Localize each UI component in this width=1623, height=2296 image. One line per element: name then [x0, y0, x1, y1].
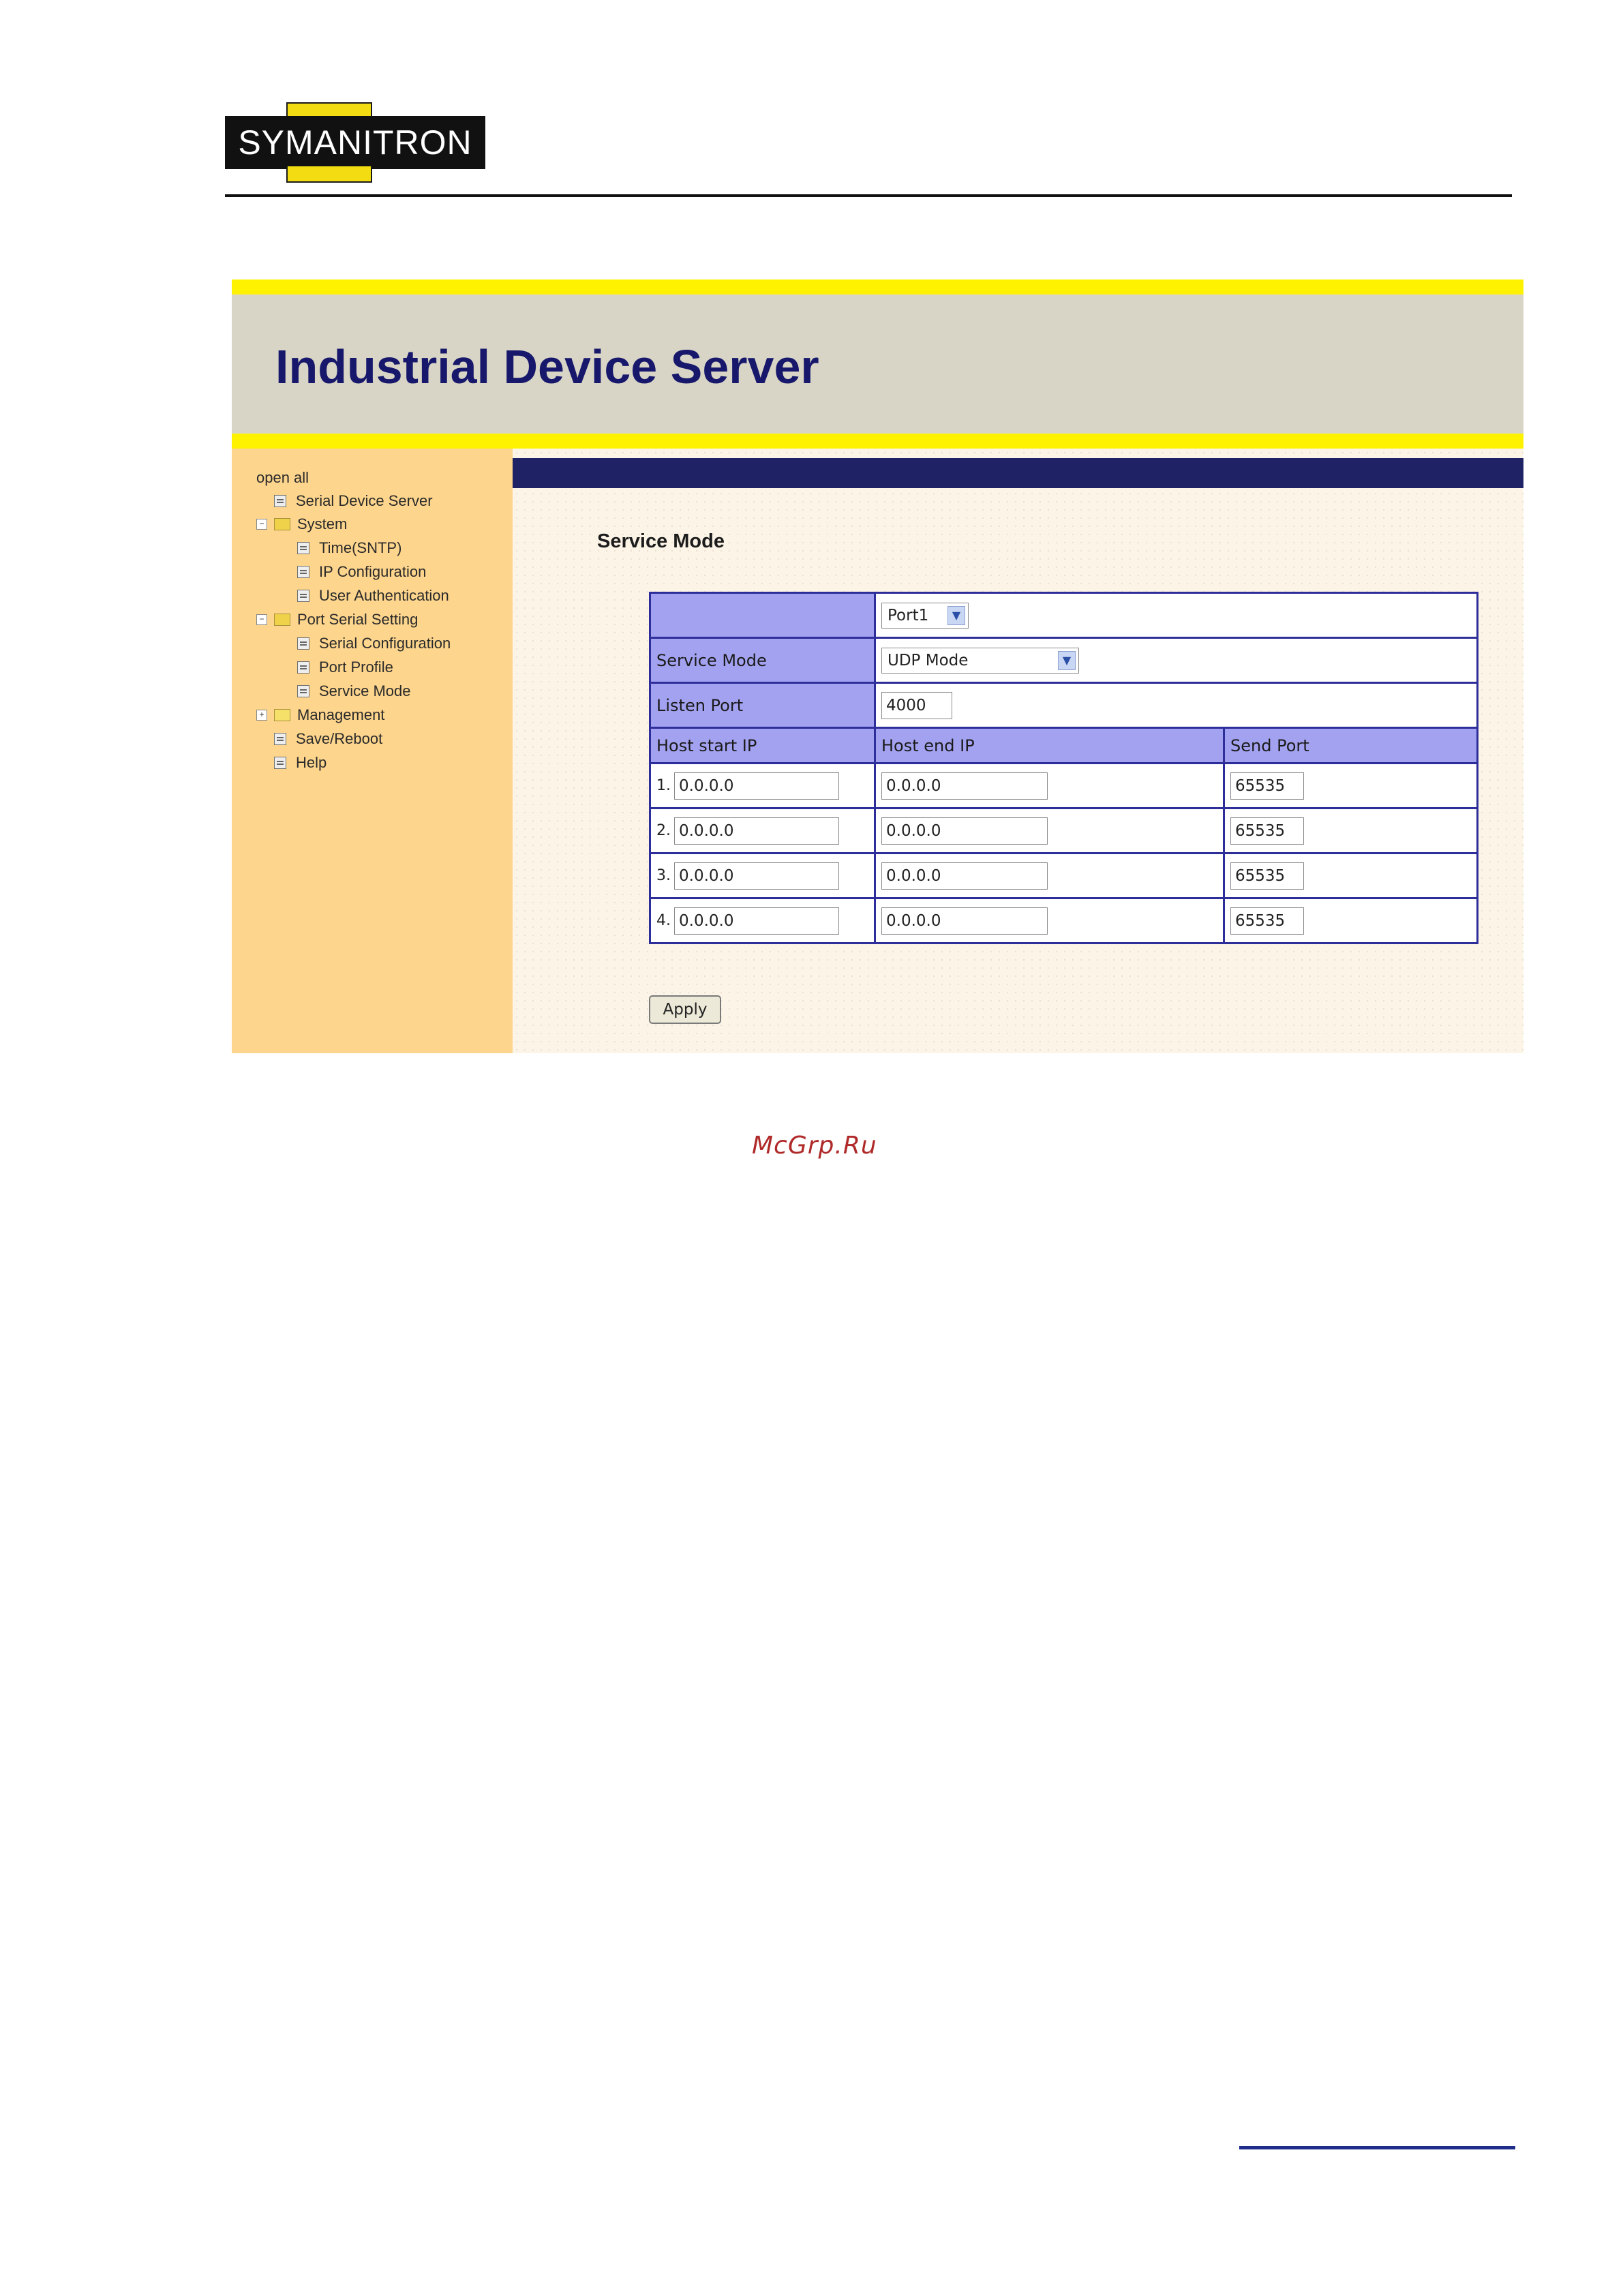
page-icon	[297, 566, 309, 578]
sidebar-item-label: Serial Configuration	[319, 635, 451, 652]
watermark: McGrp.Ru	[752, 1132, 877, 1160]
header-rule	[225, 194, 1512, 197]
port-select-cell	[875, 593, 1478, 638]
port-select[interactable]	[881, 603, 969, 629]
sidebar-item-port-serial-setting[interactable]	[256, 611, 418, 629]
service-mode-select[interactable]	[881, 648, 1079, 674]
folder-open-icon	[274, 518, 290, 530]
table-row	[650, 764, 1478, 809]
send-port-input[interactable]: 65535	[1230, 772, 1304, 800]
listen-port-input[interactable]: 4000	[881, 692, 952, 719]
host-end-cell	[875, 854, 1224, 898]
send-port-cell	[1224, 809, 1478, 854]
host-start-cell	[650, 764, 875, 809]
row-number: 3.	[656, 867, 671, 884]
listen-port-label-cell	[650, 683, 875, 728]
sidebar-item-label: System	[297, 515, 348, 532]
host-start-cell	[650, 898, 875, 943]
page-icon	[297, 685, 309, 697]
footer-rule	[1239, 2146, 1515, 2149]
host-start-ip-input[interactable]: 0.0.0.0	[674, 817, 839, 845]
service-mode-label-cell	[650, 638, 875, 683]
sidebar-tree	[232, 449, 513, 1053]
symanitron-logo	[225, 102, 485, 183]
sidebar-item-management[interactable]	[256, 706, 384, 724]
table-row	[650, 809, 1478, 854]
apply-button[interactable]: Apply	[649, 995, 721, 1024]
sidebar-item-save-reboot[interactable]	[274, 730, 382, 748]
host-start-ip-input[interactable]: 0.0.0.0	[674, 907, 839, 935]
host-end-cell	[875, 764, 1224, 809]
banner-stripe-bottom	[232, 434, 1523, 449]
main-panel	[513, 449, 1523, 1053]
host-start-cell	[650, 854, 875, 898]
folder-icon	[274, 709, 290, 721]
banner-stripe-top	[232, 280, 1523, 294]
send-port-header-label: Send Port	[1230, 736, 1309, 755]
sidebar-item-port-profile[interactable]	[297, 659, 393, 676]
service-mode-form	[649, 592, 1478, 944]
logo-bar-bottom	[286, 166, 372, 183]
send-port-input[interactable]: 65535	[1230, 907, 1304, 935]
sidebar-item-service-mode[interactable]	[297, 682, 411, 700]
sidebar-item-label: Service Mode	[319, 682, 411, 699]
sidebar-item-system[interactable]	[256, 515, 347, 533]
sidebar-item-label: Port Serial Setting	[297, 611, 419, 628]
banner-title: Industrial Device Server	[275, 340, 819, 393]
logo-text: SYMANITRON	[238, 123, 472, 162]
send-port-header	[1224, 728, 1478, 764]
page-icon	[274, 733, 286, 745]
port-select-value: Port1	[888, 606, 929, 624]
table-row	[650, 854, 1478, 898]
send-port-input[interactable]: 65535	[1230, 862, 1304, 890]
service-mode-label: Service Mode	[656, 650, 767, 670]
row-number: 1.	[656, 777, 671, 794]
web-ui-screenshot	[232, 280, 1523, 1053]
service-mode-value-cell	[875, 638, 1478, 683]
sidebar-item-label: Management	[297, 706, 385, 723]
page-icon	[297, 637, 309, 650]
sidebar-item-help[interactable]	[274, 754, 327, 772]
folder-open-icon	[274, 614, 290, 626]
empty-label-cell	[650, 593, 875, 638]
host-end-cell	[875, 898, 1224, 943]
page-icon	[297, 661, 309, 674]
host-end-header-label: Host end IP	[881, 736, 975, 755]
host-end-ip-input[interactable]: 0.0.0.0	[881, 862, 1048, 890]
row-number: 4.	[656, 912, 671, 929]
page-icon	[274, 757, 286, 769]
sidebar-item-label: Help	[296, 754, 327, 771]
host-start-ip-input[interactable]: 0.0.0.0	[674, 772, 839, 800]
host-end-ip-input[interactable]: 0.0.0.0	[881, 817, 1048, 845]
collapse-toggle-icon[interactable]: −	[256, 614, 267, 625]
sidebar-item-label: Time(SNTP)	[319, 539, 402, 556]
chevron-down-icon[interactable]: ▼	[1058, 651, 1076, 670]
sidebar-item-label: Serial Device Server	[296, 492, 433, 509]
service-mode-value: UDP Mode	[888, 651, 969, 669]
sidebar-item-open-all[interactable]	[256, 469, 309, 487]
host-start-header-label: Host start IP	[656, 736, 757, 755]
logo-plate	[225, 116, 485, 169]
host-start-ip-input[interactable]: 0.0.0.0	[674, 862, 839, 890]
listen-port-label: Listen Port	[656, 695, 744, 715]
host-start-cell	[650, 809, 875, 854]
chevron-down-icon[interactable]: ▼	[947, 606, 965, 625]
sidebar-item-label: Port Profile	[319, 659, 393, 676]
sidebar-item-label: IP Configuration	[319, 563, 427, 580]
host-end-ip-input[interactable]: 0.0.0.0	[881, 907, 1048, 935]
collapse-toggle-icon[interactable]: −	[256, 519, 267, 530]
host-end-ip-input[interactable]: 0.0.0.0	[881, 772, 1048, 800]
page-title: Service Mode	[597, 530, 725, 552]
host-start-header	[650, 728, 875, 764]
banner	[232, 280, 1523, 449]
sidebar-item-serial-configuration[interactable]	[297, 635, 451, 652]
listen-port-value-cell	[875, 683, 1478, 728]
page-icon	[297, 542, 309, 554]
navy-header-bar	[513, 458, 1523, 488]
sidebar-item-serial-device-server[interactable]	[274, 492, 433, 510]
host-end-header	[875, 728, 1224, 764]
sidebar-item-label: User Authentication	[319, 587, 449, 604]
row-number: 2.	[656, 822, 671, 839]
sidebar-item-ip-configuration[interactable]	[297, 563, 426, 581]
sidebar-item-user-authentication[interactable]	[297, 587, 449, 605]
table-row	[650, 898, 1478, 943]
page-icon	[297, 590, 309, 602]
sidebar-item-label: Save/Reboot	[296, 730, 383, 747]
sidebar-item-label: open all	[256, 469, 309, 486]
host-end-cell	[875, 809, 1224, 854]
sidebar-item-time-sntp[interactable]	[297, 539, 401, 557]
send-port-cell	[1224, 854, 1478, 898]
send-port-input[interactable]: 65535	[1230, 817, 1304, 845]
send-port-cell	[1224, 898, 1478, 943]
page-icon	[274, 495, 286, 507]
send-port-cell	[1224, 764, 1478, 809]
expand-toggle-icon[interactable]: +	[256, 710, 267, 721]
